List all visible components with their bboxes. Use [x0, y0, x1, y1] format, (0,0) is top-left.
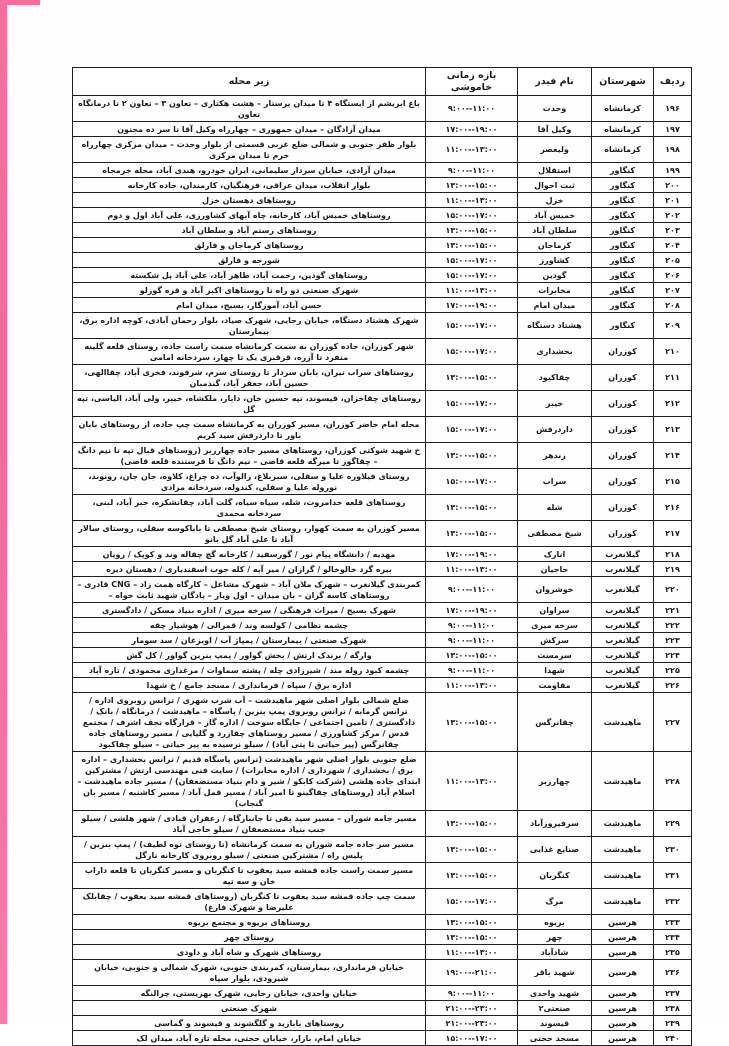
time-range-cell: ۹:۰۰--۱۱:۰۰ — [426, 633, 518, 648]
county-cell: کوزران — [592, 339, 654, 365]
area-cell: مسیر سمت راست جاده قمشه سید یعقوب تا کنگربان و مسیر کنگربان تا قلعه داراب خان و سه تپه — [73, 863, 426, 889]
time-range-cell: ۲۱:۰۰--۲۳:۰۰ — [426, 1001, 518, 1016]
feeder-cell: ثبت احوال — [518, 178, 592, 193]
time-range-cell: ۱۷:۰۰--۱۹:۰۰ — [426, 298, 518, 313]
county-cell: هرسین — [592, 945, 654, 960]
header-row — [73, 68, 692, 96]
table-row — [73, 298, 692, 313]
table-row — [73, 391, 692, 417]
county-cell: کنگاور — [592, 193, 654, 208]
row-number-cell: ۲۰۰ — [654, 178, 692, 193]
row-number-cell: ۱۹۹ — [654, 163, 692, 178]
county-cell: کوزران — [592, 521, 654, 547]
time-range-cell: ۱۵:۰۰--۱۷:۰۰ — [426, 268, 518, 283]
row-number-cell: ۲۲۵ — [654, 663, 692, 678]
row-number-cell: ۲۱۶ — [654, 495, 692, 521]
county-cell: کنگاور — [592, 283, 654, 298]
county-cell: گیلانغرب — [592, 618, 654, 633]
table-row — [73, 915, 692, 930]
time-range-cell: ۱۷:۰۰--۱۹:۰۰ — [426, 122, 518, 137]
time-range-cell: ۱۱:۰۰--۱۳:۰۰ — [426, 283, 518, 298]
county-cell: گیلانغرب — [592, 562, 654, 577]
table-row — [73, 678, 692, 693]
feeder-cell: صنایع غذایی — [518, 837, 592, 863]
feeder-cell: هشتاد دستگاه — [518, 313, 592, 339]
table-row — [73, 930, 692, 945]
time-range-cell: ۱۳:۰۰--۱۵:۰۰ — [426, 178, 518, 193]
area-cell: روستاهای خمیس آباد، کارخانه، چاه آبهای کشاورزی، علی آباد اول و دوم — [73, 208, 426, 223]
time-range-cell: ۱۳:۰۰--۱۵:۰۰ — [426, 648, 518, 663]
table-row — [73, 268, 692, 283]
time-range-cell: ۱۵:۰۰--۱۷:۰۰ — [426, 208, 518, 223]
header-area: زیر محله — [73, 68, 426, 96]
area-cell: روستاهای بابازید و گلگشوند و قیسوند و گماسی — [73, 1016, 426, 1031]
county-cell: کرمانشاه — [592, 96, 654, 122]
area-cell: میدان آزادگان – میدان جمهوری – چهارراه وکیل آقا تا سر ده مجنون — [73, 122, 426, 137]
area-cell: شهرک صنعتی — [73, 1001, 426, 1016]
feeder-cell: حاجیان — [518, 562, 592, 577]
area-cell: روستاهای رستم آباد و سلطان آباد — [73, 223, 426, 238]
table-row — [73, 960, 692, 986]
row-number-cell: ۲۱۲ — [654, 391, 692, 417]
area-cell: مهدیه / دانشگاه پیام نور / گورسفید / کارخانه گچ چقاله وند و کوپک / رویان — [73, 547, 426, 562]
county-cell: کوزران — [592, 469, 654, 495]
area-cell: محله امام حاضر کوزران، مسیر کوزران به کرمانشاه سمت چپ جاده، از روستاهای بابان باور تا داردرفش سید کریم — [73, 417, 426, 443]
feeder-cell: استقلال — [518, 163, 592, 178]
row-number-cell: ۲۱۸ — [654, 547, 692, 562]
table-row — [73, 253, 692, 268]
county-cell: کنگاور — [592, 238, 654, 253]
feeder-cell: ولیعصر — [518, 137, 592, 163]
table-row — [73, 945, 692, 960]
area-cell: کمربندی گیلانغرب – شهرک ملان آباد – شهرک مشاغل – کارگاه همت زاد – CNG قادری – روستاهای کاسه گران – بان میدان – اول ویار – پادگان شهید ثابت خواه – — [73, 577, 426, 603]
feeder-cell: شهید باقر — [518, 960, 592, 986]
time-range-cell: ۱۵:۰۰--۱۷:۰۰ — [426, 253, 518, 268]
table-row — [73, 417, 692, 443]
feeder-cell: سراب — [518, 469, 592, 495]
county-cell: ماهیدشت — [592, 693, 654, 752]
area-cell: شهرک هشتاد دستگاه، خیابان رجایی، شهرک صیاد، بلوار رحمان آبادی، کوچه اداره برق، بیمارستان — [73, 313, 426, 339]
feeder-cell: کشاورز — [518, 253, 592, 268]
outage-table-body — [73, 96, 692, 1046]
area-cell: بیره گرد خالوخالو / گرازان / میر آبه / کله جوب اسفندیاری / دهستان دیره — [73, 562, 426, 577]
county-cell: کرمانشاه — [592, 137, 654, 163]
feeder-cell: داردرفش — [518, 417, 592, 443]
area-cell: روستای چهر — [73, 930, 426, 945]
feeder-cell: چهر — [518, 930, 592, 945]
time-range-cell: ۱۳:۰۰--۱۵:۰۰ — [426, 365, 518, 391]
table-row — [73, 365, 692, 391]
time-range-cell: ۹:۰۰--۱۱:۰۰ — [426, 577, 518, 603]
area-cell: مسیر سر جاده جامه شوران به سمت کرمانشاه (تا روستای توه لطیف) / پمپ بنزین / پلیس راه / مشترکین صنعتی / سیلو روبروی کارخانه نازگل — [73, 837, 426, 863]
table-row — [73, 889, 692, 915]
area-cell: روستاهای شهرک و شاه آباد و داودی — [73, 945, 426, 960]
area-cell: روستاهای بریوه و مجتمع بریوه — [73, 915, 426, 930]
feeder-cell: شادآباد — [518, 945, 592, 960]
table-row — [73, 96, 692, 122]
table-row — [73, 577, 692, 603]
area-cell: مسیر کوزران به سمت کهوار، روستای شیخ مصطفی تا باباکوسه سفلی، روستای سالار آباد تا علی آباد گل بانو — [73, 521, 426, 547]
area-cell: روستاهای قلعه خدامروت، شله، سیاه سیاه، گلت آباد، چقانشکره، جبر آباد، لبنی، سردخانه محمدی — [73, 495, 426, 521]
row-number-cell: ۲۲۰ — [654, 577, 692, 603]
feeder-cell: مقاومت — [518, 678, 592, 693]
feeder-cell: بریوه — [518, 915, 592, 930]
feeder-cell: چقاکبود — [518, 365, 592, 391]
area-cell: وارگه / برندک ارتش / بخش گواور / پمپ بنزین گواور / کل گش — [73, 648, 426, 663]
time-range-cell: ۹:۰۰--۱۱:۰۰ — [426, 163, 518, 178]
time-range-cell: ۱۳:۰۰--۱۵:۰۰ — [426, 443, 518, 469]
time-range-cell: ۱۳:۰۰--۱۵:۰۰ — [426, 837, 518, 863]
area-cell: روستاهای دهستان خزل — [73, 193, 426, 208]
area-cell: شهرک صنعتی دو راه تا روستاهای اکبر آباد و قره گوزلو — [73, 283, 426, 298]
time-range-cell: ۱۱:۰۰--۱۳:۰۰ — [426, 562, 518, 577]
row-number-cell: ۲۳۱ — [654, 863, 692, 889]
time-range-cell: ۱۵:۰۰--۱۷:۰۰ — [426, 469, 518, 495]
outage-schedule-table — [72, 67, 692, 1046]
area-cell: اداره برق / سپاه / فرمانداری / مسجد جامع / خ شهدا — [73, 678, 426, 693]
county-cell: هرسین — [592, 960, 654, 986]
row-number-cell: ۲۲۱ — [654, 603, 692, 618]
time-range-cell: ۹:۰۰--۱۱:۰۰ — [426, 663, 518, 678]
county-cell: کنگاور — [592, 178, 654, 193]
area-cell: چشمه کبود روله مند / شیرزادی چله / پشته سماوات / مرغداری محمودی / تازه آباد — [73, 663, 426, 678]
table-row — [73, 163, 692, 178]
table-row — [73, 283, 692, 298]
row-number-cell: ۲۳۰ — [654, 837, 692, 863]
table-row — [73, 443, 692, 469]
feeder-cell: کنگربان — [518, 863, 592, 889]
time-range-cell: ۱۳:۰۰--۱۵:۰۰ — [426, 238, 518, 253]
time-range-cell: ۱۳:۰۰--۱۵:۰۰ — [426, 521, 518, 547]
area-cell: شهرک صنعتی / بیمارستان / پمپاژ آب / اویزغان / سد سومار — [73, 633, 426, 648]
area-cell: سمت چپ جاده قمشه سید یعقوب تا کنگربان (روستاهای قمشه سید یعقوب / چقابلک علیرضا و شهرک فارغ) — [73, 889, 426, 915]
area-cell: شهرک بسیج / میراث فرهنگی / سرخه میری / اداره بنیاد مسکن / دادگستری — [73, 603, 426, 618]
table-row — [73, 986, 692, 1001]
feeder-cell: وحدت — [518, 96, 592, 122]
county-cell: ماهیدشت — [592, 889, 654, 915]
row-number-cell: ۲۰۳ — [654, 223, 692, 238]
area-cell: روستاهای کرماجان و فارلق — [73, 238, 426, 253]
county-cell: کنگاور — [592, 268, 654, 283]
county-cell: هرسین — [592, 930, 654, 945]
row-number-cell: ۲۰۲ — [654, 208, 692, 223]
time-range-cell: ۱۹:۰۰--۲۱:۰۰ — [426, 960, 518, 986]
table-row — [73, 469, 692, 495]
area-cell: ضلع شمالی بلوار اصلی شهر ماهیدشت – آب شرب شهری / ترانس روبروی اداره / ترانس گرمابه / ترانس روبروی پمپ بنزین / پاسگاه – ماهیدشت / درمانگاه / بانک / دادگستری / تامین اجتماعی / جایگاه سوخت / اداره گاز – قرارگاه نجف اشرف / مجتمع قدس / مرکز کشاورزی / مسیر روستاهای چقازرد و گلیایی / مسیر روستاهای جاده چقانرگس (پیر حیاتی تا پتی آباد) / سیلو نرسیده به پیر حیاتی – سیلو چقاکبود — [73, 693, 426, 752]
table-row — [73, 648, 692, 663]
row-number-cell: ۱۹۷ — [654, 122, 692, 137]
table-row — [73, 752, 692, 811]
county-cell: گیلانغرب — [592, 663, 654, 678]
time-range-cell: ۱۳:۰۰--۱۵:۰۰ — [426, 863, 518, 889]
county-cell: هرسین — [592, 1001, 654, 1016]
county-cell: هرسین — [592, 986, 654, 1001]
row-number-cell: ۲۱۳ — [654, 417, 692, 443]
area-cell: روستای فیلاوره علیا و سفلی، سبزبلاغ، زالوآب، ده چراغ، کلاوه، جان جان، رونوند، نوروله علیا و سفلی، کندوله، سردخانه مرادی — [73, 469, 426, 495]
scan-edge-strip-top — [0, 0, 40, 5]
area-cell: بلوار انقلاب، میدان عراقی، فرهنگیان، کارمندان، جاده کارخانه — [73, 178, 426, 193]
feeder-cell: سرفیروزآباد — [518, 811, 592, 837]
time-range-cell: ۱۱:۰۰--۱۳:۰۰ — [426, 752, 518, 811]
feeder-cell: سراوان — [518, 603, 592, 618]
row-number-cell: ۲۳۸ — [654, 1001, 692, 1016]
feeder-cell: انارک — [518, 547, 592, 562]
county-cell: کنگاور — [592, 223, 654, 238]
time-range-cell: ۱۳:۰۰--۱۵:۰۰ — [426, 930, 518, 945]
row-number-cell: ۲۰۹ — [654, 313, 692, 339]
time-range-cell: ۱۳:۰۰--۱۵:۰۰ — [426, 693, 518, 752]
county-cell: کوزران — [592, 391, 654, 417]
scan-edge-strip — [0, 0, 7, 1024]
table-row — [73, 837, 692, 863]
table-row — [73, 693, 692, 752]
time-range-cell: ۱۵:۰۰--۱۷:۰۰ — [426, 339, 518, 365]
table-row — [73, 1016, 692, 1031]
row-number-cell: ۲۰۸ — [654, 298, 692, 313]
row-number-cell: ۲۲۸ — [654, 752, 692, 811]
county-cell: گیلانغرب — [592, 603, 654, 618]
area-cell: روستاهای چقاخزان، قیسوند، تپه حسین خان، دابار، ملکشاه، خیبر، ولی آباد، الیاسی، تپه گل — [73, 391, 426, 417]
county-cell: کوزران — [592, 417, 654, 443]
row-number-cell: ۲۰۶ — [654, 268, 692, 283]
time-range-cell: ۹:۰۰--۱۱:۰۰ — [426, 96, 518, 122]
time-range-cell: ۱۷:۰۰--۱۹:۰۰ — [426, 603, 518, 618]
row-number-cell: ۲۰۵ — [654, 253, 692, 268]
table-row — [73, 618, 692, 633]
county-cell: کوزران — [592, 365, 654, 391]
time-range-cell: ۱۵:۰۰--۱۷:۰۰ — [426, 889, 518, 915]
table-row — [73, 1001, 692, 1016]
county-cell: هرسین — [592, 915, 654, 930]
row-number-cell: ۲۳۵ — [654, 945, 692, 960]
time-range-cell: ۱۱:۰۰--۱۳:۰۰ — [426, 678, 518, 693]
feeder-cell: خوشروان — [518, 577, 592, 603]
feeder-cell: چهارزبر — [518, 752, 592, 811]
table-row — [73, 122, 692, 137]
county-cell: گیلانغرب — [592, 633, 654, 648]
county-cell: کنگاور — [592, 208, 654, 223]
county-cell: ماهیدشت — [592, 863, 654, 889]
feeder-cell: خمیس آباد — [518, 208, 592, 223]
table-row — [73, 633, 692, 648]
county-cell: گیلانغرب — [592, 577, 654, 603]
county-cell: هرسین — [592, 1016, 654, 1031]
row-number-cell: ۲۰۷ — [654, 283, 692, 298]
row-number-cell: ۲۱۵ — [654, 469, 692, 495]
row-number-cell: ۲۰۴ — [654, 238, 692, 253]
table-header — [73, 68, 692, 96]
time-range-cell: ۲۱:۰۰--۲۳:۰۰ — [426, 1016, 518, 1031]
time-range-cell: ۱۳:۰۰--۱۵:۰۰ — [426, 811, 518, 837]
county-cell: گیلانغرب — [592, 547, 654, 562]
table-row — [73, 313, 692, 339]
area-cell: روستاهای گودین، رحمت آباد، طاهر آباد، علی آباد پل شکسته — [73, 268, 426, 283]
feeder-cell: شهدا — [518, 663, 592, 678]
county-cell: کوزران — [592, 443, 654, 469]
feeder-cell: چقانرگس — [518, 693, 592, 752]
table-row — [73, 238, 692, 253]
feeder-cell: مخابرات — [518, 283, 592, 298]
row-number-cell: ۲۰۱ — [654, 193, 692, 208]
county-cell: ماهیدشت — [592, 811, 654, 837]
area-cell: چشمه نظامی / کولسه وند / قمرالی / هوشیار چقه — [73, 618, 426, 633]
county-cell: هرسین — [592, 1031, 654, 1046]
time-range-cell: ۱۳:۰۰--۱۵:۰۰ — [426, 915, 518, 930]
area-cell: شهر کوزران، جاده کوزران به سمت کرمانشاه سمت راست جاده، روستای قلعه گلینه منفرد تا آزره، قزقبری یک تا چهار، سردخانه امامی — [73, 339, 426, 365]
time-range-cell: ۱۳:۰۰--۱۵:۰۰ — [426, 495, 518, 521]
county-cell: کنگاور — [592, 313, 654, 339]
time-range-cell: ۱۳:۰۰--۱۵:۰۰ — [426, 223, 518, 238]
county-cell: گیلانغرب — [592, 678, 654, 693]
row-number-cell: ۲۲۷ — [654, 693, 692, 752]
time-range-cell: ۱۵:۰۰--۱۷:۰۰ — [426, 313, 518, 339]
table-row — [73, 562, 692, 577]
area-cell: روستاهای سراب تیران، بابان سردار تا روستای سرم، شرفوند، فخری آباد، چقاالهی، حسین آباد، جعفر آباد، گندمبان — [73, 365, 426, 391]
area-cell: خیابان واحدی، خیابان رجایی، شهرک بهزیستی، چرالنگه — [73, 986, 426, 1001]
county-cell: کنگاور — [592, 163, 654, 178]
area-cell: خیابان فرمانداری، بیمارستان، کمربندی جنوبی، شهرک شمالی و جنوبی، خیابان شیرودی، بلوار سپاه — [73, 960, 426, 986]
feeder-cell: مرگ — [518, 889, 592, 915]
row-number-cell: ۲۳۶ — [654, 960, 692, 986]
time-range-cell: ۱۱:۰۰--۱۳:۰۰ — [426, 193, 518, 208]
row-number-cell: ۲۳۷ — [654, 986, 692, 1001]
row-number-cell: ۲۳۳ — [654, 915, 692, 930]
county-cell: کوزران — [592, 495, 654, 521]
table-row — [73, 547, 692, 562]
feeder-cell: سرخه میری — [518, 618, 592, 633]
header-county: شهرستان — [592, 68, 654, 96]
area-cell: میدان آزادی، خیابان سردار سلیمانی، ایران خودرو، هندی آباد، محله خرمجاه — [73, 163, 426, 178]
table-row — [73, 663, 692, 678]
feeder-cell: شهید واحدی — [518, 986, 592, 1001]
county-cell: ماهیدشت — [592, 752, 654, 811]
time-range-cell: ۱۵:۰۰--۱۷:۰۰ — [426, 417, 518, 443]
time-range-cell: ۱۵:۰۰--۱۷:۰۰ — [426, 1031, 518, 1046]
table-row — [73, 208, 692, 223]
feeder-cell: گودین — [518, 268, 592, 283]
feeder-cell: قیسوند — [518, 1016, 592, 1031]
row-number-cell: ۲۱۰ — [654, 339, 692, 365]
row-number-cell: ۲۱۴ — [654, 443, 692, 469]
feeder-cell: خیبر — [518, 391, 592, 417]
row-number-cell: ۲۲۹ — [654, 811, 692, 837]
feeder-cell: صنعتی۲ — [518, 1001, 592, 1016]
county-cell: ماهیدشت — [592, 837, 654, 863]
table-row — [73, 193, 692, 208]
feeder-cell: میدان امام — [518, 298, 592, 313]
feeder-cell: شیخ مصطفی — [518, 521, 592, 547]
row-number-cell: ۲۳۹ — [654, 1016, 692, 1031]
area-cell: بلوار ظفر جنوبی و شمالی ضلع غربی قسمتی از بلوار وحدت – میدان مرکزی چهارراه خرم تا میدان مرکزی — [73, 137, 426, 163]
county-cell: گیلانغرب — [592, 648, 654, 663]
row-number-cell: ۲۴۰ — [654, 1031, 692, 1046]
header-time-range: بازه زمانی خاموشی — [426, 68, 518, 96]
row-number-cell: ۲۱۷ — [654, 521, 692, 547]
area-cell: ضلع جنوبی بلوار اصلی شهر ماهیدشت (ترانس پاسگاه قدیم / ترانس بخشداری – اداره برق / بخشداری / شهرداری / اداره مخابرات) / سایت فنی مهندسی ارتش / مشترکین ابتدای جاده هلشی (شرکت کابکو / شیر و دام بنیاد مستضعفان) / مسیر جاده ماهیدشت – اسلام آباد (روستاهای چقاگینو تا امیر آباد / مسیر قمل آباد / مسیر کاشنبه / مسیر بان گنجاب) — [73, 752, 426, 811]
feeder-cell: سرمست — [518, 648, 592, 663]
area-cell: مسیر جامه شوران – مسیر سید بقی تا جانبازگاه / زعفران قبادی / شهر هلشی / سیلو جنب بنیاد مستضعفان / سیلو حاجی آباد — [73, 811, 426, 837]
table-row — [73, 339, 692, 365]
time-range-cell: ۱۵:۰۰--۱۷:۰۰ — [426, 391, 518, 417]
table-row — [73, 811, 692, 837]
feeder-cell: سرکش — [518, 633, 592, 648]
row-number-cell: ۲۳۲ — [654, 889, 692, 915]
table-row — [73, 178, 692, 193]
table-row — [73, 223, 692, 238]
area-cell: حسن آباد، آموزگار، بسیج، میدان امام — [73, 298, 426, 313]
feeder-cell: خزل — [518, 193, 592, 208]
row-number-cell: ۲۲۲ — [654, 618, 692, 633]
time-range-cell: ۱۷:۰۰--۱۹:۰۰ — [426, 547, 518, 562]
area-cell: خیابان امام، بازار، خیابان حجتی، محله تازه آباد، میدان لک — [73, 1031, 426, 1046]
row-number-cell: ۲۲۶ — [654, 678, 692, 693]
row-number-cell: ۲۲۳ — [654, 633, 692, 648]
feeder-cell: بخشداری — [518, 339, 592, 365]
table-row — [73, 1031, 692, 1046]
feeder-cell: مسجد حجتی — [518, 1031, 592, 1046]
row-number-cell: ۲۲۴ — [654, 648, 692, 663]
county-cell: کنگاور — [592, 298, 654, 313]
header-row-number: ردیف — [654, 68, 692, 96]
table-row — [73, 137, 692, 163]
time-range-cell: ۹:۰۰--۱۱:۰۰ — [426, 986, 518, 1001]
feeder-cell: شله — [518, 495, 592, 521]
table-row — [73, 863, 692, 889]
county-cell: کنگاور — [592, 253, 654, 268]
time-range-cell: ۹:۰۰--۱۱:۰۰ — [426, 618, 518, 633]
feeder-cell: زندهر — [518, 443, 592, 469]
area-cell: خ شهید شوکتی کوزران، روستاهای مسیر جاده چهارزبر (روستاهای قبال تپه تا نیم دانگ – چقاگوز تا میرگه قلعه قاضی – نیم دانگ تا فرستنده قلعه قاضی) — [73, 443, 426, 469]
header-feeder: نام فیدر — [518, 68, 592, 96]
row-number-cell: ۱۹۸ — [654, 137, 692, 163]
table-row — [73, 495, 692, 521]
table-row — [73, 521, 692, 547]
county-cell: کرمانشاه — [592, 122, 654, 137]
area-cell: باغ ابریشم از ایستگاه ۴ تا میدان پرستار – هشت هکتاری – تعاون ۳ – تعاون ۲ تا درمانگاه تعاون — [73, 96, 426, 122]
row-number-cell: ۱۹۶ — [654, 96, 692, 122]
row-number-cell: ۲۳۴ — [654, 930, 692, 945]
row-number-cell: ۲۱۱ — [654, 365, 692, 391]
feeder-cell: کرماجان — [518, 238, 592, 253]
feeder-cell: وکیل آقا — [518, 122, 592, 137]
time-range-cell: ۱۱:۰۰--۱۳:۰۰ — [426, 137, 518, 163]
time-range-cell: ۱۱:۰۰--۱۳:۰۰ — [426, 945, 518, 960]
feeder-cell: سلطان آباد — [518, 223, 592, 238]
area-cell: شورجه و فارلق — [73, 253, 426, 268]
row-number-cell: ۲۱۹ — [654, 562, 692, 577]
table-row — [73, 603, 692, 618]
